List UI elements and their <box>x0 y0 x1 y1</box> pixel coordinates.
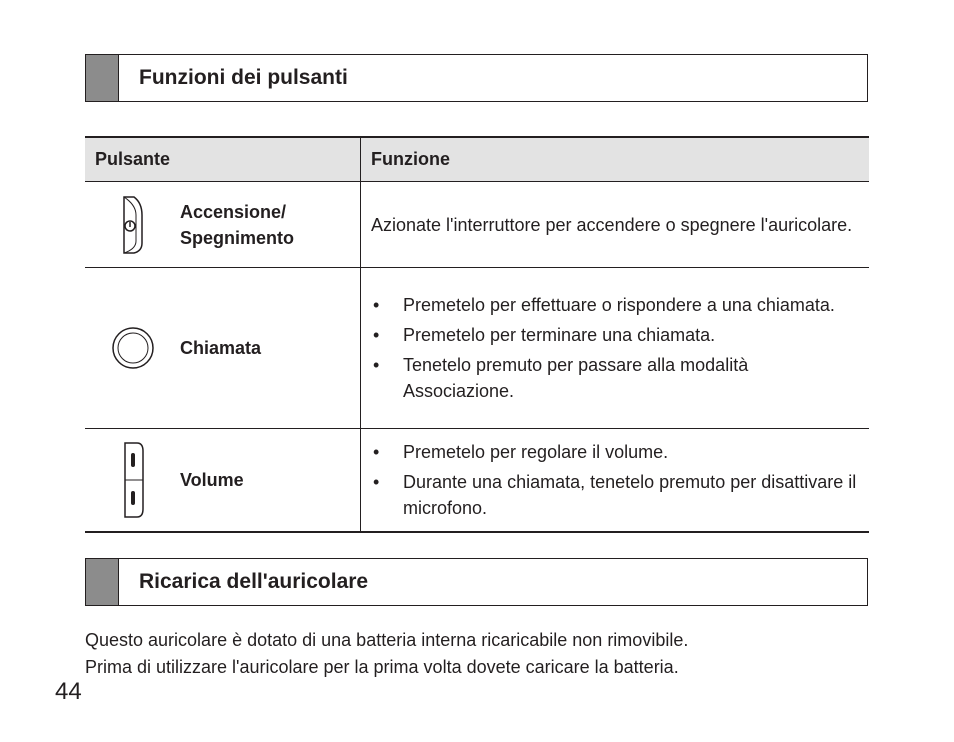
list-item: • Premetelo per terminare una chiamata. <box>371 322 859 348</box>
section-header-bar <box>86 559 119 605</box>
section-header-charging <box>85 558 868 606</box>
table-header-row <box>85 137 869 182</box>
paragraph-line: Prima di utilizzare l'auricolare per la prima volta dovete caricare la batteria. <box>85 657 679 677</box>
function-bullet-list <box>371 292 859 404</box>
list-item: • Premetelo per effettuare o rispondere a una chiamata. <box>371 292 859 318</box>
list-item: • Durante una chiamata, tenetelo premuto per disattivare il microfono. <box>371 469 859 521</box>
section-header-bar <box>86 55 119 101</box>
volume-button-icon <box>86 441 180 519</box>
button-name: Volume <box>180 470 244 490</box>
button-name-line2: Spegnimento <box>180 227 295 248</box>
list-item: • Premetelo per regolare il volume. <box>371 439 859 465</box>
function-bullet-list <box>371 439 859 521</box>
table-row <box>85 182 869 268</box>
call-button-icon <box>86 326 180 370</box>
section-header-button-functions <box>85 54 868 102</box>
column-header-button: Pulsante <box>85 137 361 182</box>
function-description: Azionate l'interruttore per accendere o spegnere l'auricolare. <box>361 182 870 268</box>
table-row <box>85 429 869 533</box>
charging-paragraph <box>85 627 885 681</box>
column-header-function: Funzione <box>361 137 870 182</box>
button-name-line1: Accensione/ <box>180 201 287 222</box>
section-title: Funzioni dei pulsanti <box>139 66 348 89</box>
power-button-icon <box>86 195 180 255</box>
button-name: Chiamata <box>180 338 262 358</box>
table-row <box>85 268 869 429</box>
page-number: 44 <box>55 678 82 705</box>
list-item: • Tenetelo premuto per passare alla modalità Associazione. <box>371 352 859 404</box>
paragraph-line: Questo auricolare è dotato di una batteria interna ricaricabile non rimovibile. <box>85 630 689 650</box>
section-title: Ricarica dell'auricolare <box>139 570 369 593</box>
button-functions-table <box>85 136 869 533</box>
